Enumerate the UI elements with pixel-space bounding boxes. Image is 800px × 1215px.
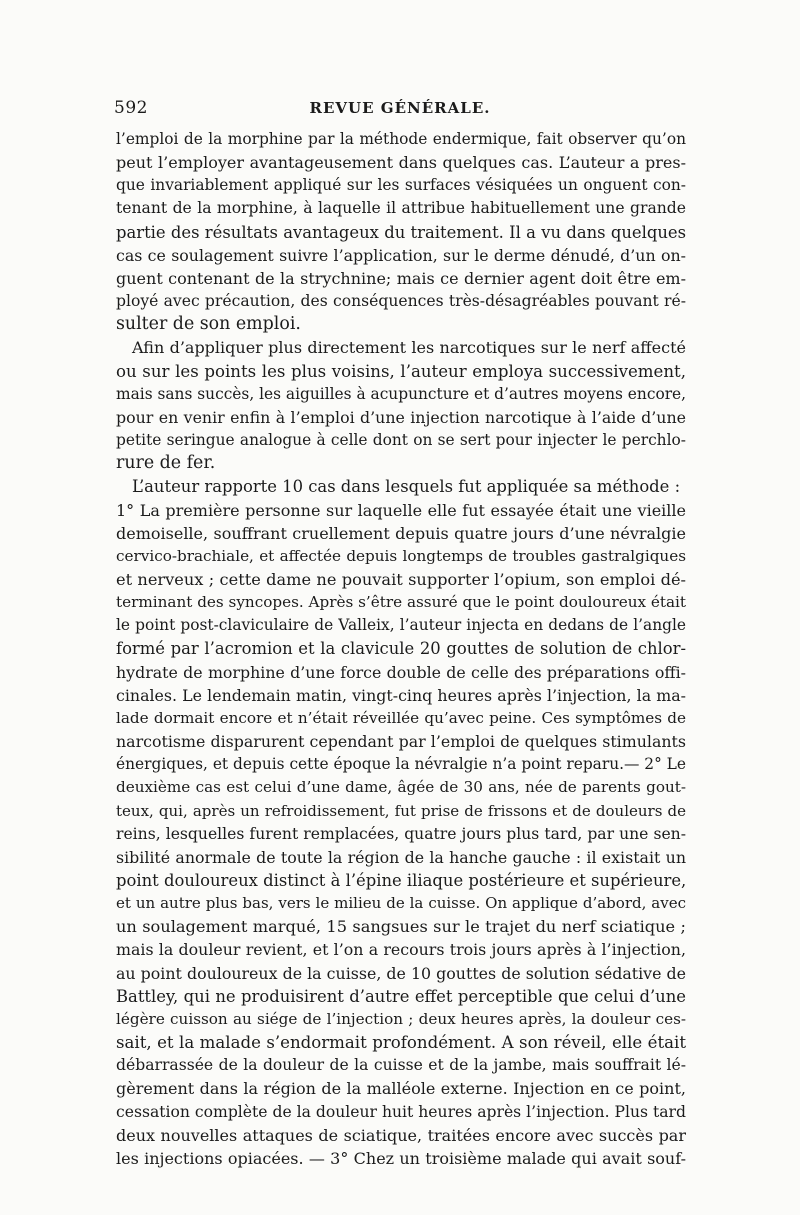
text-line: cinales. Le lendemain matin, vingt-cinq heures après l’injection, la ma- [116,685,686,705]
text-line: cessation complète de la douleur huit heures après l’injection. Plus tard [116,1102,686,1121]
text-line: hydrate de morphine d’une force double de celle des préparations offi- [116,662,686,682]
text-line: peut l’employer avantageusement dans quelques cas. L’auteur a pres- [116,153,686,173]
text-line: gèrement dans la région de la malléole externe. Injection en ce point, [116,1079,686,1099]
text-line: partie des résultats avantageux du traitement. Il a vu dans quelques [116,222,686,242]
text-line: débarrassée de la douleur de la cuisse et de la jambe, mais souffrait lé- [116,1056,686,1075]
paragraph-start-line: L’auteur rapporte 10 cas dans lesquels fut appliquée sa méthode : [132,477,681,497]
text-line: deux nouvelles attaques de sciatique, traitées encore avec succès par [116,1125,686,1145]
text-line: deuxième cas est celui d’une dame, âgée de 30 ans, née de parents gout- [116,778,686,797]
body-text [116,128,686,1170]
text-line: guent contenant de la strychnine; mais ce dernier agent doit être em- [116,268,686,288]
text-line: un soulagement marqué, 15 sangsues sur le trajet du nerf sciatique ; [116,917,686,937]
text-line: ployé avec précaution, des conséquences très-désagréables pouvant ré- [116,292,686,311]
text-line: Battley, qui ne produisirent d’autre effet perceptible que celui d’une [116,986,686,1006]
text-line: demoiselle, souffrant cruellement depuis quatre jours d’une névralgie [116,523,686,543]
text-line: narcotisme disparurent cependant par l’emploi de quelques stimulants [116,732,686,752]
text-line: pour en venir enfin à l’emploi d’une injection narcotique à l’aide d’une [116,407,686,427]
text-line: le point post-claviculaire de Valleix, l’auteur injecta en dedans de l’angle [116,616,686,635]
text-line: sait, et la malade s’endormait profondément. A son réveil, elle était [116,1033,686,1053]
page-header [114,98,686,122]
text-line: légère cuisson au siége de l’injection ; deux heures après, la douleur ces- [116,1009,686,1028]
text-line: 1° La première personne sur laquelle elle fut essayée était une vieille [116,500,686,520]
text-line: teux, qui, après un refroidissement, fut prise de frissons et de douleurs de [116,801,686,820]
text-line: point douloureux distinct à l’épine iliaque postérieure et supérieure, [116,871,686,890]
paragraph-start-line: Afin d’appliquer plus directement les narcotiques sur le nerf affecté [132,338,686,358]
text-line: sibilité anormale de toute la région de la hanche gauche : il existait un [116,847,686,867]
text-line: l’emploi de la morphine par la méthode endermique, fait observer qu’on [116,130,686,148]
text-line: ou sur les points les plus voisins, l’auteur employa successivement, [116,361,686,381]
text-line: mais sans succès, les aiguilles à acupuncture et d’autres moyens encore, [116,384,686,403]
text-line: énergiques, et depuis cette époque la névralgie n’a point reparu.— 2° Le [116,755,686,774]
text-line: petite seringue analogue à celle dont on se sert pour injecter le perchlo- [116,431,686,450]
text-line: terminant des syncopes. Après s’être assuré que le point douloureux était [116,593,686,612]
text-line: au point douloureux de la cuisse, de 10 gouttes de solution sédative de [116,963,686,983]
text-line: reins, lesquelles furent remplacées, quatre jours plus tard, par une sen- [116,824,686,843]
text-line: et nerveux ; cette dame ne pouvait supporter l’opium, son emploi dé- [116,569,686,589]
text-line: et un autre plus bas, vers le milieu de la cuisse. On applique d’abord, avec [116,894,686,913]
text-line: que invariablement appliqué sur les surfaces vésiquées un onguent con- [116,176,686,195]
text-line: tenant de la morphine, à laquelle il attribue habituellement une grande [116,199,686,218]
text-line: lade dormait encore et n’était réveillée qu’avec peine. Ces symptômes de [116,708,686,727]
text-line: formé par l’acromion et la clavicule 20 gouttes de solution de chlor- [116,639,686,659]
text-line: sulter de son emploi. [116,314,301,335]
text-line: mais la douleur revient, et l’on a recours trois jours après à l’injection, [116,940,686,960]
running-title: REVUE GÉNÉRALE. [309,99,491,117]
text-line: cervico-brachiale, et affectée depuis longtemps de troubles gastralgiques [116,546,686,565]
text-line: cas ce soulagement suivre l’application, sur le derme dénudé, d’un on- [116,245,686,265]
text-line: rure de fer. [116,453,216,474]
page-number: 592 [114,98,148,118]
text-line: les injections opiacées. — 3° Chez un troisième malade qui avait souf- [116,1148,686,1168]
